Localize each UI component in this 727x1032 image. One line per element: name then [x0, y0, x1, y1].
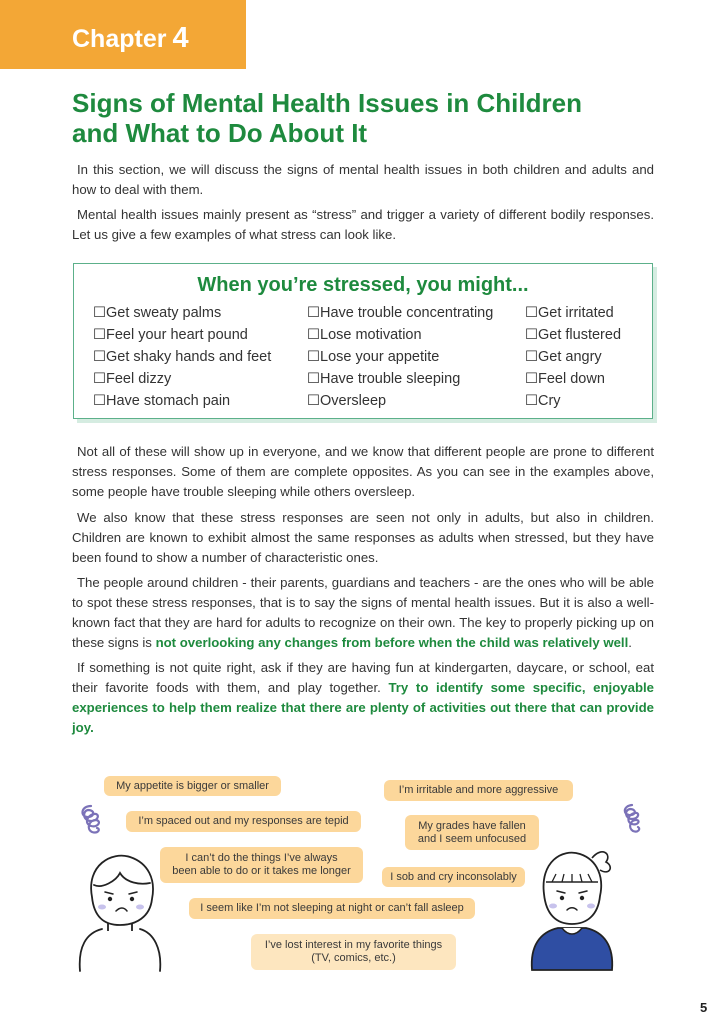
title-line-2: and What to Do About It	[72, 118, 368, 148]
stress-item: ☐Oversleep	[307, 393, 387, 409]
stress-item: ☐Get flustered	[525, 327, 622, 343]
body-text: .	[628, 635, 632, 650]
stress-item: ☐Have stomach pain	[93, 393, 231, 409]
worry-scribble-icon	[74, 802, 108, 836]
chapter-tab	[0, 0, 246, 69]
page-number: 5	[700, 1000, 708, 1015]
chapter-number: 4	[172, 22, 189, 54]
body-paragraph-4	[72, 658, 654, 738]
stress-item: ☐Have trouble concentrating	[307, 305, 494, 321]
boy-illustration	[72, 845, 166, 973]
body-text: If something is not quite right, ask if they are having fun at kindergarten, daycare, or school, eat their favorite foods with them, and play together.	[72, 660, 654, 695]
bubble-appetite: My appetite is bigger or smaller	[104, 776, 281, 796]
stress-item: ☐Feel dizzy	[93, 371, 172, 387]
stress-signs-box	[73, 263, 653, 419]
chapter-label: Chapter	[72, 25, 167, 53]
stress-item: ☐Get shaky hands and feet	[93, 349, 272, 365]
bubble-line: (TV, comics, etc.)	[311, 952, 396, 964]
stress-box-title: When you’re stressed, you might...	[197, 274, 529, 296]
highlight-text: Try to identify some specific, enjoyable experiences to help them realize that there are plenty of activities out there that can provide joy.	[72, 680, 654, 735]
stress-item: ☐Get sweaty palms	[93, 305, 222, 321]
stress-item: ☐Feel down	[525, 371, 605, 387]
body-paragraph-3	[72, 573, 654, 653]
intro-paragraph-2: Mental health issues mainly present as “stress” and trigger a variety of different bodily responses. Let us give a few examples of what stress can look like.	[72, 207, 654, 242]
bubble-irritable: I’m irritable and more aggressive	[384, 780, 573, 801]
bubble-line: and I seem unfocused	[417, 832, 527, 845]
bubble-cant-do	[160, 847, 363, 883]
girl-illustration	[522, 832, 622, 972]
bubble-sob: I sob and cry inconsolably	[382, 867, 525, 887]
stress-column-3	[525, 302, 621, 412]
body-paragraph-1: Not all of these will show up in everyone, and we know that different people are prone to different stress responses. Some of them are complete opposites. As you can see in the examples above, some people have trouble sleeping while others oversleep.	[72, 444, 654, 499]
bubble-line: I’ve lost interest in my favorite things	[264, 939, 443, 951]
stress-item: ☐Feel your heart pound	[93, 327, 248, 343]
stress-item: ☐Have trouble sleeping	[307, 371, 461, 387]
body-paragraph-2: We also know that these stress responses are seen not only in adults, but also in children. Children are known to exhibit almost the same responses as adults when stressed, but they have been found to show a number of characteristic ones.	[72, 510, 654, 565]
stress-item: ☐Get irritated	[525, 305, 614, 321]
stress-item: ☐Cry	[525, 393, 561, 409]
body-text: The people around children - their parents, guardians and teachers - are the ones who will be able to spot these stress responses, that is to say the signs of mental health issues. But it is also a well-known fact that they are hard for adults to recognize on their own. The key to properly picking up on these signs is	[72, 575, 654, 650]
page-title	[72, 88, 672, 148]
bubble-spaced-out: I’m spaced out and my responses are tepid	[126, 811, 361, 832]
bubble-interest	[251, 934, 456, 970]
bubble-line: My grades have fallen	[418, 819, 526, 832]
highlight-text: not overlooking any changes from before when the child was relatively well	[155, 635, 629, 650]
intro-paragraph-1: In this section, we will discuss the signs of mental health issues in both children and adults and how to deal with them.	[72, 162, 654, 197]
bubble-line: been able to do or it takes me longer	[172, 865, 351, 877]
bubble-grades	[405, 815, 539, 850]
stress-item: ☐Lose motivation	[307, 327, 422, 343]
bubble-sleeping: I seem like I’m not sleeping at night or can’t fall asleep	[189, 898, 475, 919]
bubble-line: I can’t do the things I’ve always	[185, 852, 338, 864]
stress-item: ☐Lose your appetite	[307, 349, 440, 365]
title-line-1: Signs of Mental Health Issues in Children	[72, 88, 582, 118]
stress-column-2	[307, 302, 493, 412]
stress-item: ☐Get angry	[525, 349, 602, 365]
stress-column-1	[93, 302, 271, 412]
